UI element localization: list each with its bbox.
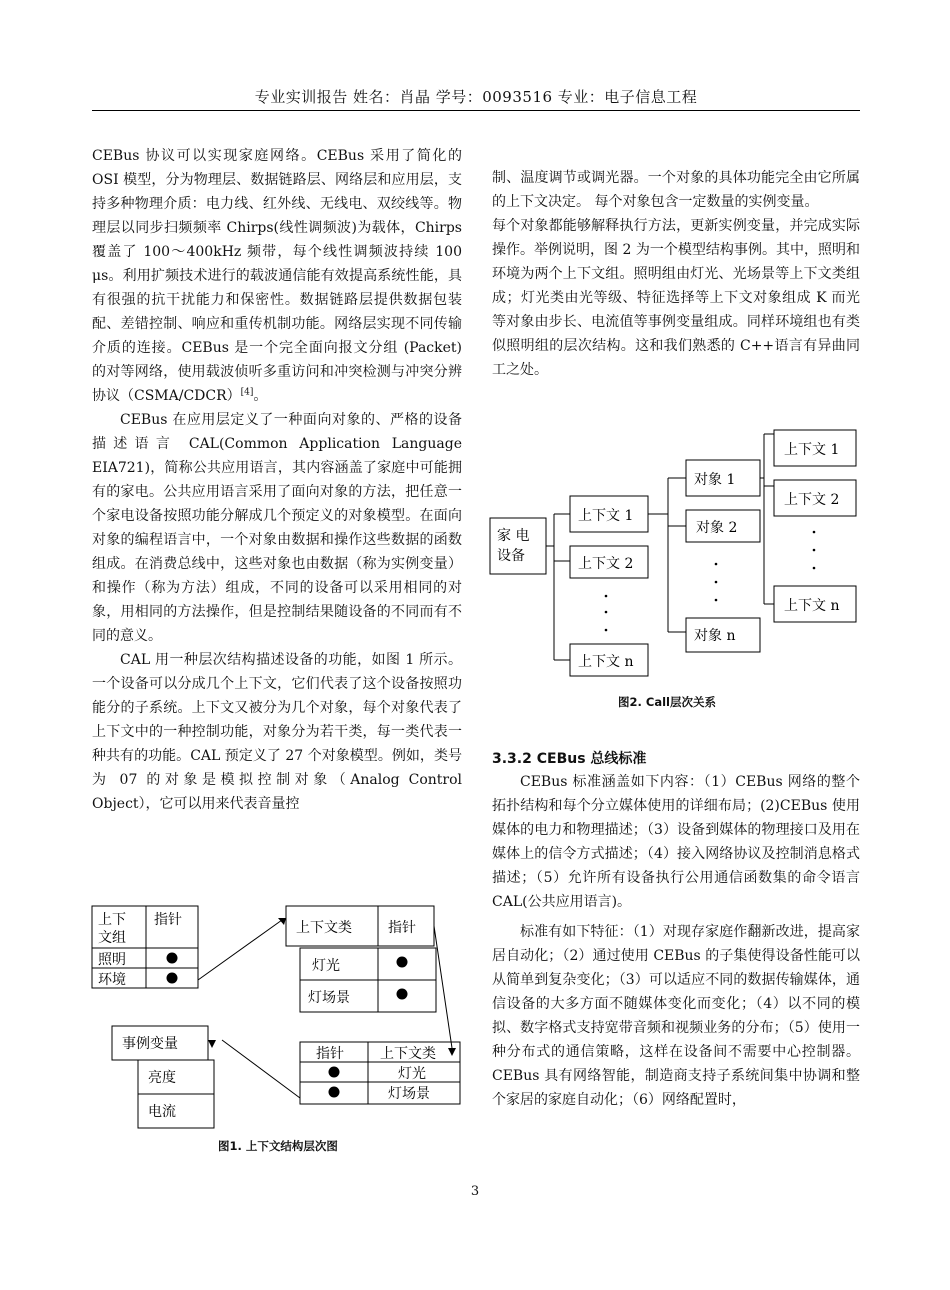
- arrow-head-icon: [448, 1048, 456, 1056]
- sub-context-2-label: 上下文 2: [784, 492, 840, 508]
- arrow-head-icon: [208, 1040, 216, 1048]
- right-para-1: 制、温度调节或调光器。一个对象的具体功能完全由它所属的上下文决定。 每个对象包含一定数量的实例变量。: [492, 170, 860, 210]
- t1-header-col1-b: 文组: [98, 930, 126, 946]
- t1-header-col1-a: 上下: [98, 912, 126, 928]
- bullet-icon: [167, 953, 178, 964]
- device-label-line2: 设备: [497, 548, 525, 564]
- sub-context-n-label: 上下文 n: [784, 598, 840, 614]
- t3-row-1: 亮度: [148, 1070, 176, 1086]
- right-column-top: [492, 166, 860, 382]
- right-para-3: CEBus 标准涵盖如下内容：（1）CEBus 网络的整个拓扑结构和每个分立媒体使用的详细布局；(2)CEBus 使用媒体的电力和物理描述；（3）设备到媒体的物理接口及用在媒体上的信令方式描述；（4）接入网络协议及控制消息格式描述；（5）允许所有设备执行公用通信函数集的命令语言 CAL(公共应用语言)。: [492, 774, 860, 910]
- right-para-4: 标准有如下特征：（1）对现存家庭作翻新改进，提高家居自动化；（2）通过使用 CEBus 的子集使得设备性能可以从简单到复杂变化；（3）可以适应不同的数据传输媒体，通信设备的大多方面不随媒体变化而变化；（4）以不同的模拟、数字格式支持宽带音频和视频业务的分布；（5）使用一种分布式的通信策略，这样在设备间不需要中心控制器。CEBus 具有网络智能，制造商支持子系统间集中协调和整个家居的家庭自动化；（6）网络配置时，: [492, 924, 860, 1108]
- left-para-2: CEBus 在应用层定义了一种面向对象的、严格的设备描述语言 CAL(Common Application Language EIA721)，简称公共应用语言，其内容涵盖了家庭中可能拥有的家电。公共应用语言采用了面向对象的方法，把任意一个家电设备按照功能分解成几个预定义的对象模型。在面向对象的编程语言中，一个对象由数据和操作这些数据的函数组成。在消费总线中，这些对象也由数据（称为实例变量）和操作（称为方法）组成，不同的设备可以采用相同的对象，用相同的方法操作，但是控制结果随设备的不同而有不同的意义。: [92, 412, 462, 644]
- figure-1-diagram: [88, 900, 468, 1140]
- t3-row-2: 电流: [148, 1104, 176, 1120]
- bullet-icon: [397, 989, 408, 1000]
- context-n-label: 上下文 n: [578, 654, 634, 670]
- t4-header-col2: 上下文类: [380, 1046, 436, 1062]
- t2-header-col1: 上下文类: [296, 920, 352, 936]
- context-2-label: 上下文 2: [578, 556, 634, 572]
- bullet-icon: [167, 973, 178, 984]
- bullet-icon: [329, 1067, 340, 1078]
- t4-row-2: 灯场景: [388, 1086, 430, 1102]
- figure-2-diagram: [484, 424, 864, 686]
- page-header: 专业实训报告 姓名：肖晶 学号：0093516 专业：电子信息工程: [254, 88, 698, 106]
- bullet-icon: [397, 957, 408, 968]
- device-label-line1: 家 电: [497, 528, 530, 544]
- t2-header-col2: 指针: [388, 920, 416, 936]
- t4-header-col1: 指针: [316, 1046, 344, 1062]
- left-para-3: CAL 用一种层次结构描述设备的功能，如图 1 所示。一个设备可以分成几个上下文，它们代表了这个设备按照功能分的子系统。上下文又被分为几个对象，每个对象代表了上下文中的一种控制功能，对象分为若干类，每一类代表一种共有的功能。CAL 预定义了 27 个对象模型。例如，类号为 07 的对象是模拟控制对象（Analog Control Object），它可以用来代表音量控: [92, 652, 462, 812]
- header-rule: [92, 110, 860, 111]
- figure-2-caption: 图2. Call层次关系: [618, 695, 716, 709]
- figure-1-caption: 图1. 上下文结构层次图: [218, 1139, 338, 1153]
- t3-header: 事例变量: [122, 1036, 178, 1052]
- citation-ref: [4]: [240, 387, 254, 398]
- bullet-icon: [329, 1087, 340, 1098]
- object-2-label: 对象 2: [696, 520, 738, 536]
- section-title: 3.3.2 CEBus 总线标准: [492, 751, 647, 767]
- left-column: [92, 144, 462, 816]
- t2-row-2: 灯场景: [308, 990, 350, 1006]
- t2-row-1: 灯光: [312, 958, 340, 974]
- t1-header-col2: 指针: [154, 912, 182, 928]
- t4-row-1: 灯光: [398, 1066, 426, 1082]
- context-1-label: 上下文 1: [578, 508, 634, 524]
- right-para-2: 每个对象都能够解释执行方法，更新实例变量，并完成实际操作。举例说明，图 2 为一个模型结构事例。其中，照明和环境为两个上下文组。照明组由灯光、光场景等上下文类组成；灯光类由光等级、特征选择等上下文对象组成 K 而光等对象由步长、电流值等事例变量组成。同样环境组也有类似照明组的层次结构。这和我们熟悉的 C++语言有异曲同工之处。: [492, 218, 860, 378]
- sub-context-1-label: 上下文 1: [784, 442, 840, 458]
- t1-row-2: 环境: [98, 972, 126, 988]
- t1-row-1: 照明: [98, 952, 126, 968]
- right-column-bottom: [492, 770, 860, 1112]
- object-n-label: 对象 n: [694, 628, 736, 644]
- object-1-label: 对象 1: [694, 472, 736, 488]
- page-number: 3: [470, 1184, 480, 1199]
- left-para-1: CEBus 协议可以实现家庭网络。CEBus 采用了简化的 OSI 模型，分为物理层、数据链路层、网络层和应用层，支持多种物理介质：电力线、红外线、无线电、双绞线等。物理层以同步扫频频率 Chirps(线性调频波)为载体，Chirps 覆盖了 100～400kHz 频带，每个线性调频波持续 100 μs。利用扩频技术进行的载波通信能有效提高系统性能，具有很强的抗干扰能力和保密性。数据链路层提供数据包装配、差错控制、响应和重传机制功能。网络层实现不同传输介质的连接。CEBus 是一个完全面向报文分组 (Packet) 的对等网络，使用载波侦听多重访问和冲突检测与冲突分辨协议（CSMA/CDCR）[4]。: [92, 148, 462, 404]
